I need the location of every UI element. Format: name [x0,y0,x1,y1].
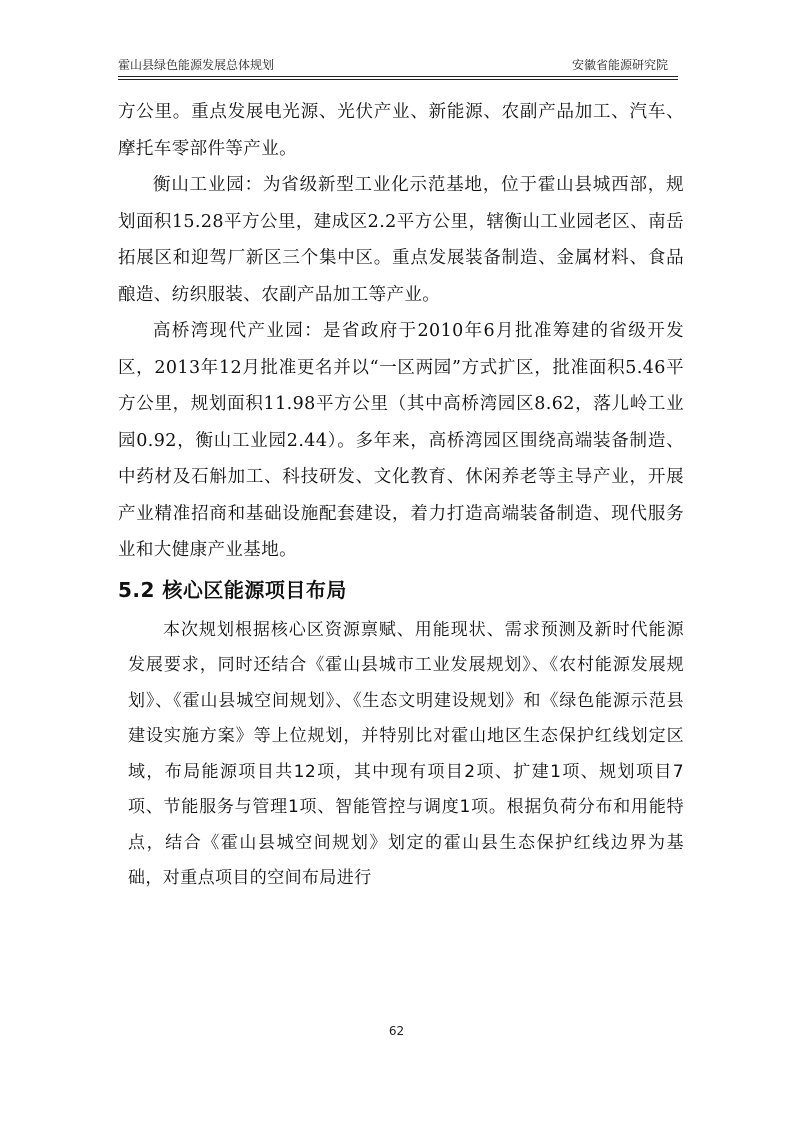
page-number: 62 [388,1024,405,1038]
header-institution: 安徽省能源研究院 [571,58,668,72]
page-body [118,94,684,897]
page-header [118,56,678,77]
header-rule [118,79,678,80]
paragraph-gaoqiaowan-park: 高桥湾现代产业园：是省政府于2010年6月批准筹建的省级开发区，2013年12月批准更名并以“一区两园”方式扩区，批准面积5.46平方公里，规划面积11.98平方公里（其中高桥湾园区8.62，落儿岭工业园0.92，衡山工业园2.44）。多年来，高桥湾园区围绕高端装备制造、中药材及石斛加工、科技研发、文化教育、休闲养老等主导产业，开展产业精准招商和基础设施配套建设，着力打造高端装备制造、现代服务业和大健康产业基地。 [118,321,684,560]
section-heading: 5.2 核心区能源项目布局 [118,577,347,602]
header-document-title: 霍山县绿色能源发展总体规划 [118,58,275,72]
paragraph-hengshan-park: 衡山工业园：为省级新型工业化示范基地，位于霍山县城西部，规划面积15.28平方公里，建成区2.2平方公里，辖衡山工业园老区、南岳拓展区和迎驾厂新区三个集中区。重点发展装备制造、金属材料、食品酿造、纺织服装、农副产品加工等产业。 [118,175,684,305]
paragraph-continuation: 方公里。重点发展电光源、光伏产业、新能源、农副产品加工、汽车、摩托车零部件等产业。 [118,102,684,159]
paragraph-section-intro: 本次规划根据核心区资源禀赋、用能现状、需求预测及新时代能源发展要求，同时还结合《霍山县城市工业发展规划》、《农村能源发展规划》、《霍山县城空间规划》、《生态文明建设规划》和《绿色能源示范县建设实施方案》等上位规划，并特别比对霍山地区生态保护红线划定区域，布局能源项目共12项，其中现有项目2项、扩建1项、规划项目7项、节能服务与管理1项、智能管控与调度1项。根据负荷分布和用能特点，结合《霍山县城空间规划》划定的霍山县生态保护红线边界为基础，对重点项目的空间布局进行 [128,619,684,888]
